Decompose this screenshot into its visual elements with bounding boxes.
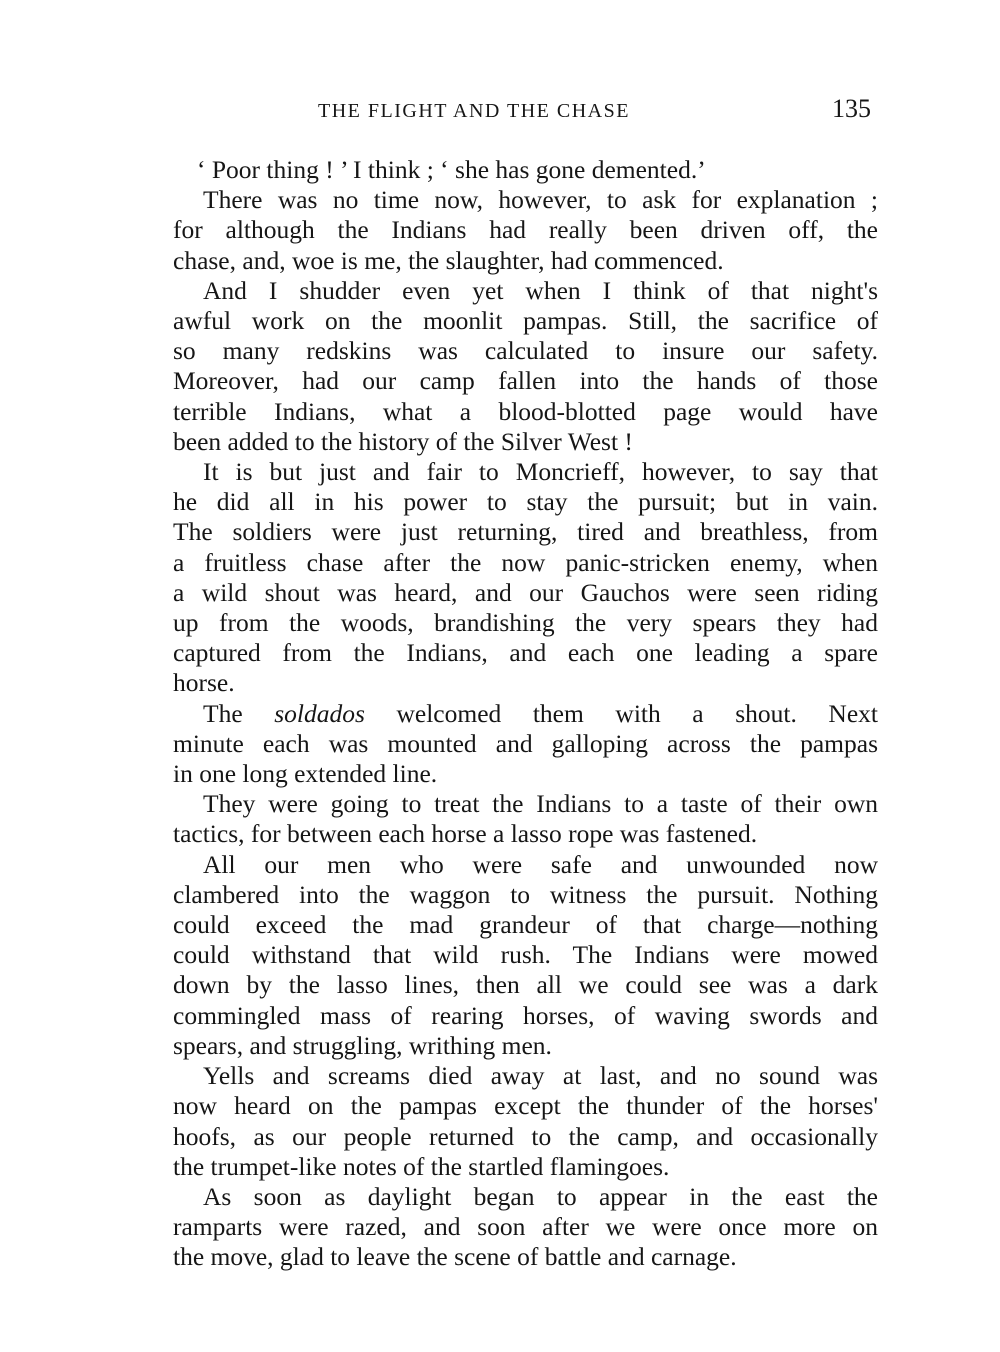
text-line: so many redskins was calculated to insure our safety. <box>173 336 878 366</box>
running-head <box>140 96 875 128</box>
text-line: spears, and struggling, writhing men. <box>173 1030 552 1060</box>
text-line: minute each was mounted and galloping across the pampas <box>173 728 878 758</box>
paragraph <box>143 276 878 457</box>
text-line: They were going to treat the Indians to a taste of their own <box>203 789 878 819</box>
text-line: captured from the Indians, and each one leading a spare <box>173 638 878 668</box>
text-run: The <box>203 698 275 728</box>
text-line: As soon as daylight began to appear in the east the <box>203 1181 878 1211</box>
text-line: chase, and, woe is me, the slaughter, had commenced. <box>173 245 724 275</box>
paragraph <box>143 1182 878 1273</box>
text-line: for although the Indians had really been driven off, the <box>173 215 878 245</box>
italic-word: soldados <box>274 698 365 728</box>
text-line: he did all in his power to stay the pursuit; but in vain. <box>173 487 878 517</box>
paragraph <box>143 789 878 849</box>
text-line: clambered into the waggon to witness the pursuit. Nothing <box>173 879 878 909</box>
text-line: Yells and screams died away at last, and no sound was <box>203 1061 878 1091</box>
paragraph <box>143 1061 878 1182</box>
text-line: up from the woods, brandishing the very spears they had <box>173 608 878 638</box>
text-line: down by the lasso lines, then all we could see was a dark <box>173 970 878 1000</box>
text-line: now heard on the pampas except the thunder of the horses' <box>173 1091 878 1121</box>
text-line: tactics, for between each horse a lasso rope was fastened. <box>173 819 758 849</box>
text-line: It is but just and fair to Moncrieff, however, to say that <box>203 457 878 487</box>
text-run: welcomed them with a shout. Next <box>364 698 878 728</box>
text-line: Moreover, had our camp fallen into the hands of those <box>173 366 878 396</box>
text-line: horse. <box>173 668 235 698</box>
text-line: ‘ Poor thing ! ’ I think ; ‘ she has gone demented.’ <box>197 155 706 184</box>
paragraph <box>143 699 878 790</box>
text-line: a wild shout was heard, and our Gauchos were seen riding <box>173 577 878 607</box>
paragraph <box>143 457 878 699</box>
text-line: And I shudder even yet when I think of that night's <box>203 275 878 305</box>
paragraph <box>143 185 878 276</box>
text-line: There was no time now, however, to ask for explanation ; <box>203 185 878 215</box>
text-line: ramparts were razed, and soon after we were once more on <box>173 1212 878 1242</box>
text-line <box>143 699 878 729</box>
paragraph <box>143 155 878 185</box>
text-line: could withstand that wild rush. The Indians were mowed <box>173 940 878 970</box>
text-line: hoofs, as our people returned to the camp, and occasionally <box>173 1121 878 1151</box>
text-line: All our men who were safe and unwounded now <box>203 849 878 879</box>
text-line: a fruitless chase after the now panic-stricken enemy, when <box>173 547 878 577</box>
page-number: 135 <box>832 94 871 123</box>
text-line: in one long extended line. <box>173 759 438 789</box>
text-line: The soldiers were just returning, tired and breathless, from <box>173 517 878 547</box>
paragraph <box>143 850 878 1061</box>
text-line: awful work on the moonlit pampas. Still, the sacrifice of <box>173 306 878 336</box>
text-line: terrible Indians, what a blood-blotted page would have <box>173 396 878 426</box>
text-line: could exceed the mad grandeur of that charge—nothing <box>173 910 878 940</box>
text-line: the move, glad to leave the scene of battle and carnage. <box>173 1242 737 1272</box>
text-line: been added to the history of the Silver West ! <box>173 426 633 456</box>
running-title: THE FLIGHT AND THE CHASE <box>318 100 630 122</box>
text-line: commingled mass of rearing horses, of waving swords and <box>173 1000 878 1030</box>
body-text <box>143 155 878 1273</box>
text-line: the trumpet-like notes of the startled flamingoes. <box>173 1151 670 1181</box>
